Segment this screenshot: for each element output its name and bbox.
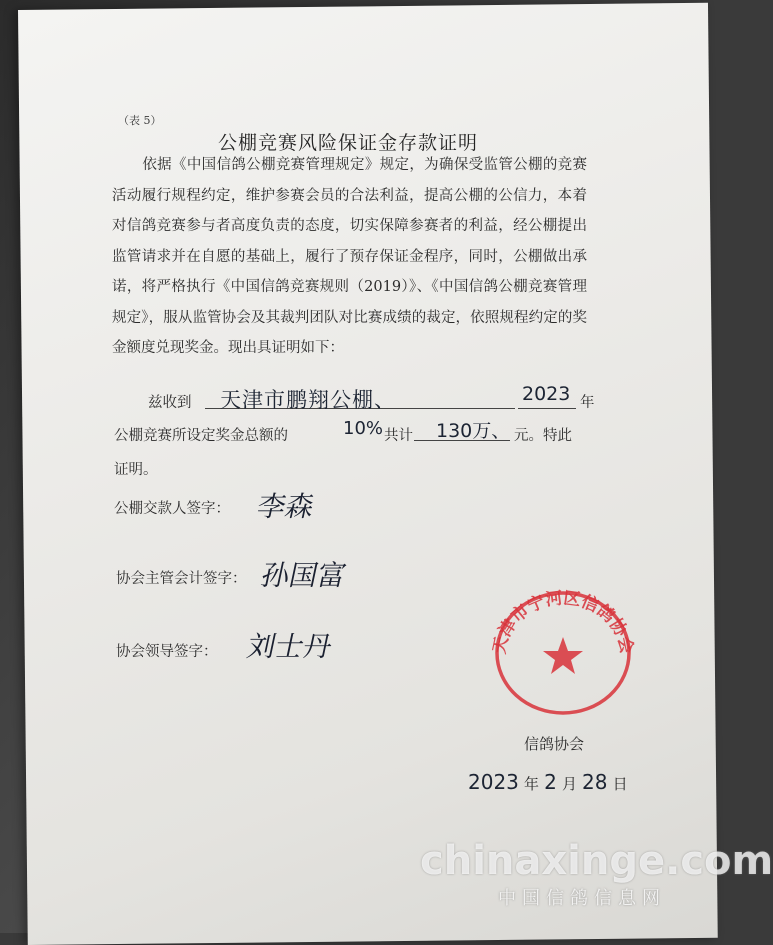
accountant-signature: 孙国富 bbox=[258, 559, 350, 592]
watermark-domain: chinaxinge.com bbox=[420, 838, 773, 884]
leader-signature: 刘士丹 bbox=[244, 630, 336, 663]
body-paragraph bbox=[112, 150, 587, 364]
watermark-site-name: 中国信鸽信息网 bbox=[498, 888, 666, 909]
amount-suffix: 元。特此 bbox=[514, 428, 572, 444]
seal-star-icon bbox=[543, 637, 583, 674]
date-month: 2 bbox=[544, 770, 557, 794]
amount-handwritten: 130万、 bbox=[436, 420, 511, 442]
year-blank bbox=[518, 408, 576, 409]
total-label: 共计 bbox=[384, 428, 413, 444]
date-day-char: 日 bbox=[612, 775, 628, 793]
form-number: （表 5） bbox=[118, 114, 162, 127]
date-day: 28 bbox=[582, 770, 608, 794]
payer-sign-label: 公棚交款人签字： bbox=[114, 501, 230, 517]
issue-date bbox=[468, 770, 628, 794]
receipt-prefix: 兹收到 bbox=[148, 395, 192, 411]
date-year-char: 年 bbox=[524, 775, 540, 793]
percent-handwritten: 10% bbox=[343, 418, 384, 439]
body-text: 依据《中国信鸽公棚竞赛管理规定》规定，为确保受监管公棚的竞赛活动履行规程约定，维护参赛会员的合法利益，提高公棚的公信力，本着对信鸽竞赛参与者高度负责的态度，切实保障参赛者的利益，经公棚提出监管请求并在自愿的基础上，履行了预存保证金程序，同时，公棚做出承诺，将严格执行《中国信鸽竞赛规则（2019）》、《中国信鸽公棚竞赛管理规定》，服从监管协会及其裁判团队对比赛成绩的裁定，依照规程约定的奖金额度兑现奖金。现出具证明如下： bbox=[112, 157, 587, 356]
date-year: 2023 bbox=[468, 770, 519, 794]
document-title: 公棚竞赛风险保证金存款证明 bbox=[218, 132, 479, 154]
accountant-sign-label: 协会主管会计签字： bbox=[116, 571, 247, 587]
issuer-name: 信鸽协会 bbox=[524, 735, 585, 753]
payer-handwritten: 天津市鹏翔公棚、 bbox=[220, 388, 396, 412]
leader-sign-label: 协会领导签字： bbox=[116, 644, 218, 660]
receipt-year: 2023 bbox=[522, 383, 571, 405]
seal-text: 天津市宁河区信鸽协会 bbox=[489, 588, 637, 656]
receipt-line3: 证明。 bbox=[114, 462, 158, 478]
receipt-year-suffix: 年 bbox=[580, 395, 595, 411]
date-month-char: 月 bbox=[561, 775, 577, 793]
receipt-line2-prefix: 公棚竞赛所设定奖金总额的 bbox=[114, 428, 288, 444]
payer-signature: 李森 bbox=[254, 490, 318, 523]
official-seal bbox=[488, 585, 638, 720]
